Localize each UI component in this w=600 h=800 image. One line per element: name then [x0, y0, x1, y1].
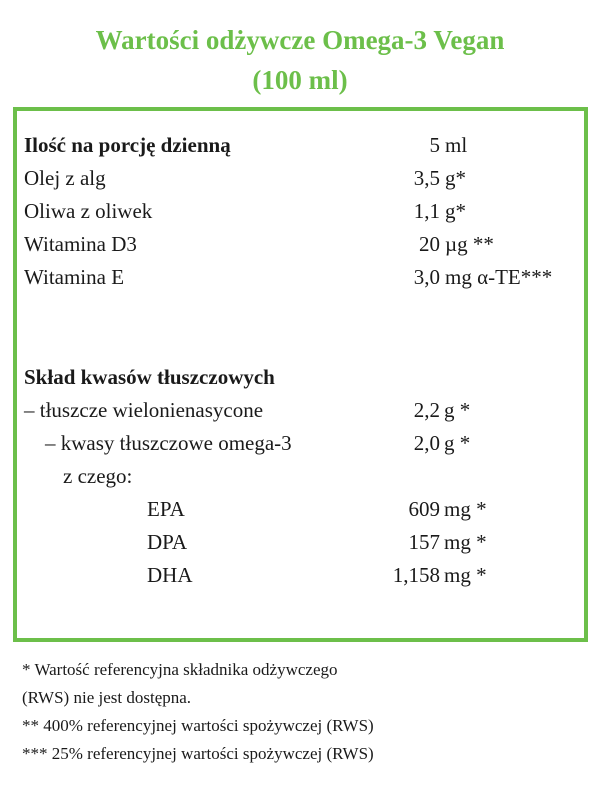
omega-value: 1,158: [392, 563, 440, 587]
nutrient-value: 1,1: [413, 199, 440, 223]
nutrient-unit: mg α-TE***: [445, 265, 553, 289]
omega-name: EPA: [147, 497, 185, 521]
fatty-acid-row: [17, 427, 584, 460]
nutrient-row: [17, 195, 584, 228]
nutrient-unit: µg **: [445, 232, 494, 256]
nutrient-unit: g*: [445, 166, 466, 190]
omega-value: 157: [408, 530, 440, 554]
footnotes: [22, 656, 592, 768]
page-title: [0, 20, 600, 100]
portion-heading-value: 5: [429, 133, 440, 157]
omega-unit: mg *: [444, 530, 487, 554]
nutrient-unit: g*: [445, 199, 466, 223]
title-line-2: (100 ml): [252, 65, 348, 95]
portion-heading-row: [17, 129, 584, 162]
fatty-acid-value: 2,2: [413, 398, 440, 422]
nutrient-row: [17, 261, 584, 294]
fatty-acids-heading: Skład kwasów tłuszczowych: [24, 365, 275, 389]
fatty-acid-unit: g *: [444, 431, 471, 455]
omega-row: [17, 526, 584, 559]
omega-name: DPA: [147, 530, 188, 554]
footnote: ** 400% referencyjnej wartości spożywczej (RWS): [22, 716, 374, 735]
omega-unit: mg *: [444, 563, 487, 587]
of-which-label: z czego:: [63, 464, 133, 488]
nutrition-table: [13, 107, 588, 642]
portion-heading: Ilość na porcję dzienną: [24, 133, 231, 157]
omega-row: [17, 493, 584, 526]
fatty-acid-name: – tłuszcze wielonienasycone: [24, 398, 264, 422]
fatty-acid-row: [17, 394, 584, 427]
omega-row: [17, 559, 584, 592]
title-line-1: Wartości odżywcze Omega-3 Vegan: [95, 25, 505, 55]
omega-name: DHA: [147, 563, 193, 587]
omega-value: 609: [408, 497, 440, 521]
nutrient-row: [17, 162, 584, 195]
of-which-row: [17, 460, 584, 493]
omega-unit: mg *: [444, 497, 487, 521]
fatty-acid-name: – kwasy tłuszczowe omega-3: [45, 431, 292, 455]
nutrient-name: Witamina E: [24, 265, 125, 289]
footnote: (RWS) nie jest dostępna.: [22, 688, 192, 707]
footnote: * Wartość referencyjna składnika odżywczego: [22, 660, 338, 679]
footnote: *** 25% referencyjnej wartości spożywczej (RWS): [22, 744, 374, 763]
nutrient-name: Witamina D3: [24, 232, 137, 256]
portion-heading-unit: ml: [445, 133, 468, 157]
fatty-acid-unit: g *: [444, 398, 471, 422]
nutrient-name: Olej z alg: [24, 166, 106, 190]
fatty-acid-value: 2,0: [413, 431, 440, 455]
nutrient-value: 3,5: [413, 166, 440, 190]
nutrient-row: [17, 228, 584, 261]
nutrient-name: Oliwa z oliwek: [24, 199, 153, 223]
nutrient-value: 3,0: [413, 265, 440, 289]
nutrient-value: 20: [419, 232, 440, 256]
